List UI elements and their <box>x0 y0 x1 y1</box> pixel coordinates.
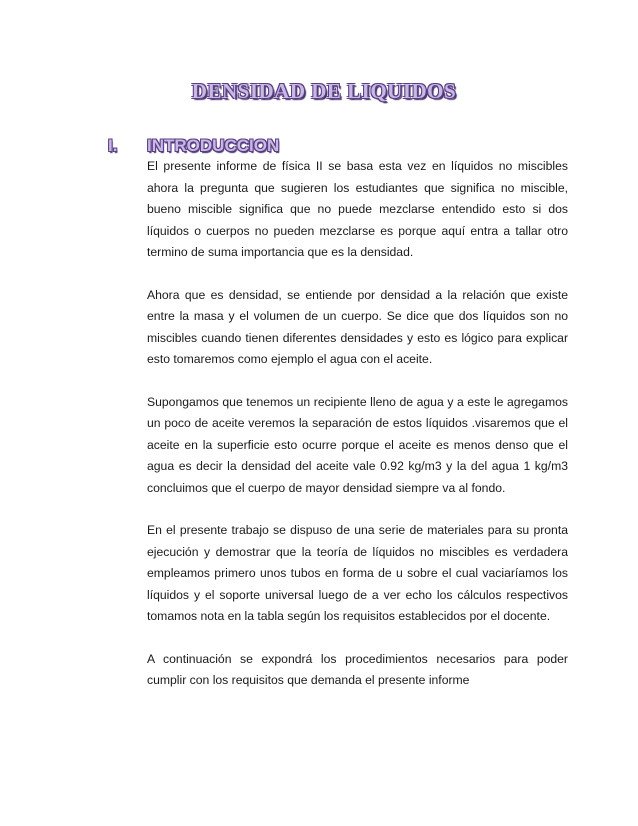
paragraph-5: A continuación se expondrá los procedimientos necesarios para poder cumplir con los requisitos que demanda el presente informe <box>147 651 568 687</box>
document-title-text: DENSIDAD DE LIQUIDOS <box>191 79 457 103</box>
document-title <box>0 79 638 104</box>
section-number: I. <box>108 136 118 155</box>
body-text <box>147 156 568 713</box>
section-heading <box>108 136 588 158</box>
paragraph-4: En el presente trabajo se dispuso de una serie de materiales para su pronta ejecución y demostrar que la teoría de líquidos no miscibles es verdadera empleamos primero unos tubos en forma de u sobre el cual vaciaríamos los líquidos y el soporte universal luego de a ver echo los cálculos respectivos tomamos nota en la tabla según los requisitos establecidos por el docente. <box>147 523 568 623</box>
paragraph-1: El presente informe de física II se basa esta vez en líquidos no miscibles ahora la pregunta que sugieren los estudiantes que significa no miscible, bueno miscible significa que no puede mezclarse entendido esto si dos líquidos o cuerpos no pueden mezclarse es porque aquí entra a tallar otro termino de suma importancia que es la densidad. <box>147 159 568 259</box>
paragraph-3: Supongamos que tenemos un recipiente lleno de agua y a este le agregamos un poco de aceite veremos la separación de estos líquidos .visaremos que el aceite en la superficie esto ocurre porque el aceite es menos denso que el agua es decir la densidad del aceite vale 0.92 kg/m3 y la del agua 1 kg/m3 concluimos que el cuerpo de mayor densidad siempre va al fondo. <box>147 394 568 495</box>
paragraph-2: Ahora que es densidad, se entiende por densidad a la relación que existe entre la masa y el volumen de un cuerpo. Se dice que dos líquidos son no miscibles cuando tienen diferentes densidades y esto es lógico para explicar esto tomaremos como ejemplo el agua con el aceite. <box>147 287 568 366</box>
section-title: INTRODUCCION <box>147 136 280 155</box>
